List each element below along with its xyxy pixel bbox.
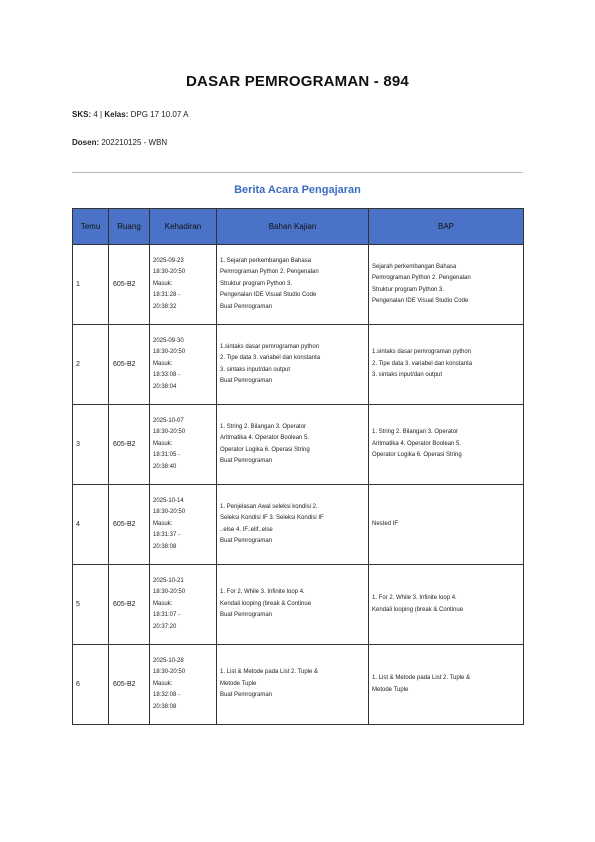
cell-kehadiran-line: 2025-10-28 (153, 657, 184, 664)
cell-bahan-kajian-line: 2. Tipe data 3. variabel dan konstanta (220, 355, 321, 361)
cell-kehadiran-line: 18:31:07 - (153, 612, 181, 619)
cell-kehadiran-line: 18:30-20:50 (153, 269, 186, 276)
cell-kehadiran-line: 18:30-20:50 (153, 349, 186, 356)
cell-kehadiran-line: Masuk: (153, 520, 173, 527)
cell-kehadiran-line: 20:38:08 (153, 703, 177, 710)
cell-bap-line: Pengenalan IDE Visual Studio Code (372, 298, 469, 304)
cell-bahan-kajian-line: 1. Sejarah perkembangan Bahasa (220, 257, 312, 264)
dosen-value: 202210125 - WBN (101, 138, 168, 147)
cell-bap-line: Operator Logika 6. Operasi String (372, 452, 462, 459)
cell-bap-line: Sejarah perkembangan Bahasa (372, 263, 457, 270)
cell-ruang: 605-B2 (109, 645, 150, 725)
cell-bap (369, 405, 524, 485)
cell-bahan-kajian-line: Struktur program Python 3. (220, 280, 293, 287)
table-row (73, 565, 524, 645)
cell-temu: 2 (73, 325, 109, 405)
dosen-label: Dosen: (72, 138, 100, 147)
cell-bap (369, 325, 524, 405)
course-title: DASAR PEMROGRAMAN - 894 (186, 73, 409, 90)
course-meta-sks-kelas (72, 110, 188, 119)
cell-bap-line: Struktur program Python 3. (372, 286, 445, 293)
cell-kehadiran-line: 18:30-20:50 (153, 589, 186, 596)
bap-table (72, 208, 524, 725)
cell-bap-line: Kendali looping (break & Continue (372, 606, 464, 613)
cell-kehadiran-line: Masuk: (153, 280, 173, 287)
cell-kehadiran-line: 20:38:04 (153, 383, 177, 390)
cell-bap-line: Aritmatika 4. Operator Boolean 5. (372, 440, 462, 447)
cell-kehadiran (150, 245, 217, 325)
cell-kehadiran-line: Masuk: (153, 360, 173, 367)
cell-bahan-kajian-line: Kendali looping (break & Continue (220, 600, 312, 607)
sks-label: SKS: (72, 110, 92, 119)
cell-kehadiran-line: 18:30-20:50 (153, 509, 186, 516)
cell-temu: 1 (73, 245, 109, 325)
cell-ruang: 605-B2 (109, 565, 150, 645)
cell-kehadiran-line: 20:37:20 (153, 623, 177, 630)
cell-ruang: 605-B2 (109, 405, 150, 485)
cell-bahan-kajian-line: Buat Pemrograman (220, 303, 273, 310)
cell-bahan-kajian (217, 645, 369, 725)
cell-bahan-kajian (217, 325, 369, 405)
table-row (73, 405, 524, 485)
cell-kehadiran (150, 645, 217, 725)
cell-bap-line: 1. String 2. Bilangan 3. Operator (372, 429, 459, 436)
cell-bap-line: Pemrograman Python 2. Pengenalan (372, 275, 471, 281)
cell-kehadiran-line: 18:31:37 - (153, 532, 181, 539)
cell-kehadiran-line: Masuk: (153, 680, 173, 687)
table-row (73, 485, 524, 565)
table-row (73, 645, 524, 725)
sks-value: 4 (93, 110, 98, 119)
table-row (73, 245, 524, 325)
header-bahan-kajian: Bahan Kajian (217, 209, 369, 245)
header-ruang: Ruang (109, 209, 150, 245)
divider (72, 172, 523, 173)
kelas-value: DPG 17 10.07 A (130, 110, 189, 119)
cell-kehadiran-line: 18:33:08 - (153, 372, 181, 379)
cell-bahan-kajian-line: Buat Pemrograman (220, 692, 273, 699)
cell-bahan-kajian-line: 1. For 2. While 3. Infinite loop 4. (220, 589, 305, 596)
cell-ruang: 605-B2 (109, 325, 150, 405)
cell-bahan-kajian-line: Pemrograman Python 2. Pengenalan (220, 269, 319, 276)
section-title: Berita Acara Pengajaran (234, 184, 361, 196)
cell-bap (369, 645, 524, 725)
cell-bahan-kajian-line: 1.sintaks dasar pemrograman python (220, 343, 320, 350)
cell-bahan-kajian-line: 3. sintaks input/dan output (220, 366, 291, 373)
cell-kehadiran-line: 20:38:40 (153, 463, 177, 470)
cell-kehadiran-line: 2025-09-23 (153, 257, 184, 264)
header-bap: BAP (369, 209, 524, 245)
cell-kehadiran-line: 2025-10-21 (153, 577, 184, 584)
cell-bahan-kajian-line: Operator Logika 6. Operasi String (220, 446, 310, 453)
cell-bahan-kajian-line: ..else 4. IF..elif..else (220, 526, 273, 533)
table-row (73, 325, 524, 405)
cell-temu: 5 (73, 565, 109, 645)
cell-kehadiran (150, 405, 217, 485)
cell-bahan-kajian-line: Metode Tuple (220, 680, 257, 687)
cell-kehadiran (150, 485, 217, 565)
cell-kehadiran (150, 325, 217, 405)
header-temu: Temu (73, 209, 109, 245)
cell-kehadiran-line: Masuk: (153, 440, 173, 447)
cell-temu: 4 (73, 485, 109, 565)
cell-bahan-kajian (217, 245, 369, 325)
cell-bahan-kajian-line: Pengenalan IDE Visual Studio Code (220, 292, 317, 299)
cell-kehadiran-line: 18:30-20:50 (153, 669, 186, 676)
cell-temu: 6 (73, 645, 109, 725)
cell-bahan-kajian-line: 1. List & Metode pada List 2. Tuple & (220, 669, 319, 676)
cell-bap-line: 1. List & Metode pada List 2. Tuple & (372, 675, 471, 681)
cell-bap-line: Metode Tuple (372, 686, 409, 693)
cell-bahan-kajian-line: 1. Penjelasan Awal seleksi kondisi 2. (220, 503, 318, 510)
cell-kehadiran-line: 18:30-20:50 (153, 429, 186, 436)
cell-bap-line: 2. Tipe data 3. variabel dan konstanta (372, 360, 473, 367)
cell-kehadiran-line: Masuk: (153, 600, 173, 607)
cell-bahan-kajian-line: Seleksi Kondisi IF 3. Seleksi Kondisi IF (220, 515, 324, 521)
cell-bap (369, 485, 524, 565)
course-meta-dosen (72, 138, 167, 147)
cell-bap (369, 565, 524, 645)
cell-bap-line: Nested IF (372, 520, 399, 527)
cell-bahan-kajian (217, 485, 369, 565)
cell-kehadiran (150, 565, 217, 645)
cell-kehadiran-line: 2025-09-30 (153, 337, 184, 344)
cell-bap-line: 1. For 2. While 3. Infinite loop 4. (372, 595, 457, 601)
meta-separator: | (100, 110, 105, 119)
cell-bahan-kajian-line: 1. String 2. Bilangan 3. Operator (220, 423, 307, 430)
cell-kehadiran-line: 2025-10-14 (153, 497, 184, 504)
cell-bahan-kajian-line: Buat Pemrograman (220, 458, 273, 464)
cell-ruang: 605-B2 (109, 245, 150, 325)
cell-bap-line: 1.sintaks dasar pemrograman python (372, 349, 472, 356)
cell-bahan-kajian (217, 565, 369, 645)
cell-bap (369, 245, 524, 325)
cell-kehadiran-line: 20:38:08 (153, 543, 177, 550)
cell-bap-line: 3. sintaks input/dan output (372, 372, 443, 379)
cell-bahan-kajian-line: Buat Pemrograman (220, 612, 273, 619)
kelas-label: Kelas: (104, 110, 129, 119)
table-header-row (73, 209, 524, 245)
cell-bahan-kajian-line: Buat Pemrograman (220, 538, 273, 544)
cell-bahan-kajian (217, 405, 369, 485)
cell-kehadiran-line: 20:38:32 (153, 303, 177, 310)
cell-bahan-kajian-line: Buat Pemrograman (220, 378, 273, 384)
cell-ruang: 605-B2 (109, 485, 150, 565)
table-body (73, 245, 524, 725)
cell-kehadiran-line: 2025-10-07 (153, 417, 184, 424)
cell-bahan-kajian-line: Aritmatika 4. Operator Boolean 5. (220, 435, 310, 441)
cell-kehadiran-line: 18:32:08 - (153, 692, 181, 699)
cell-kehadiran-line: 18:31:05 - (153, 452, 181, 459)
cell-kehadiran-line: 18:31:28 - (153, 292, 181, 299)
header-kehadiran: Kehadiran (150, 209, 217, 245)
cell-temu: 3 (73, 405, 109, 485)
